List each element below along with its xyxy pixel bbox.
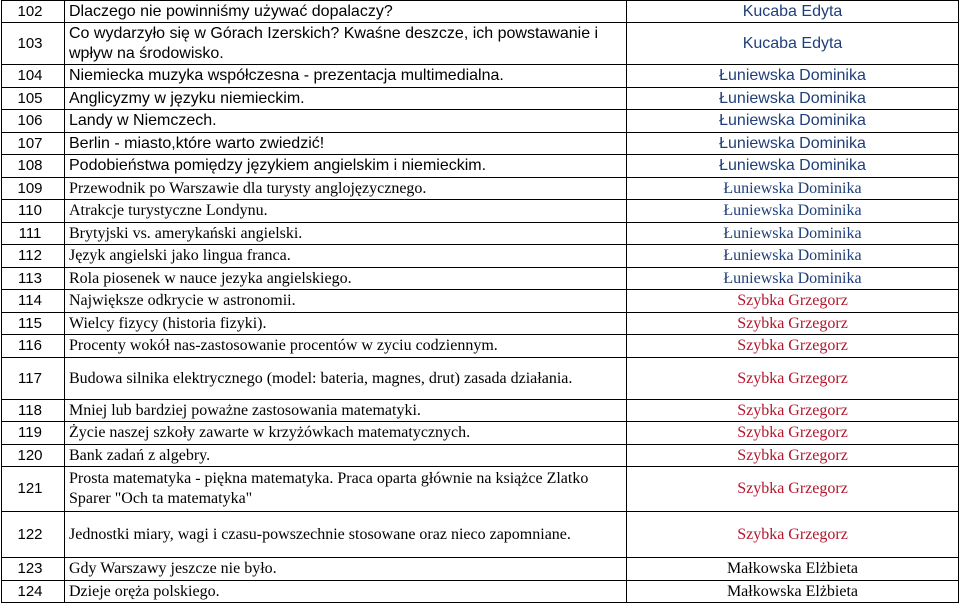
author-name: Kucaba Edyta xyxy=(627,1,959,23)
topic-title: Dlaczego nie powinniśmy używać dopalaczy? xyxy=(65,1,627,23)
table-row xyxy=(2,200,959,223)
topics-table xyxy=(1,0,959,603)
author-name: Szybka Grzegorz xyxy=(627,290,959,313)
author-name: Łuniewska Dominika xyxy=(627,178,959,200)
row-number: 119 xyxy=(2,422,65,445)
topic-title: Największe odkrycie w astronomii. xyxy=(65,290,627,313)
topic-title: Niemiecka muzyka współczesna - prezentacja multimedialna. xyxy=(65,65,627,88)
topic-title: Atrakcje turystyczne Londynu. xyxy=(65,200,627,223)
author-name: Łuniewska Dominika xyxy=(627,200,959,223)
author-name: Szybka Grzegorz xyxy=(627,445,959,467)
topic-title: Życie naszej szkoły zawarte w krzyżówkach matematycznych. xyxy=(65,422,627,445)
table-row xyxy=(2,155,959,178)
topic-title: Brytyjski vs. amerykański angielski. xyxy=(65,223,627,245)
topic-title: Mniej lub bardziej poważne zastosowania matematyki. xyxy=(65,400,627,422)
author-name: Łuniewska Dominika xyxy=(627,133,959,155)
row-number: 105 xyxy=(2,88,65,110)
row-number: 110 xyxy=(2,200,65,223)
row-number: 108 xyxy=(2,155,65,178)
table-row xyxy=(2,445,959,467)
row-number: 107 xyxy=(2,133,65,155)
author-name: Małkowska Elżbieta xyxy=(627,558,959,581)
topic-title: Jednostki miary, wagi i czasu-powszechnie stosowane oraz nieco zapomniane. xyxy=(65,512,627,558)
author-name: Szybka Grzegorz xyxy=(627,512,959,558)
topic-title: Procenty wokół nas-zastosowanie procentów w zyciu codziennym. xyxy=(65,335,627,358)
row-number: 124 xyxy=(2,581,65,603)
table-row xyxy=(2,65,959,88)
topic-title: Prosta matematyka - piękna matematyka. Praca oparta głównie na książce Zlatko Sparer "Och ta matematyka" xyxy=(65,467,627,512)
row-number: 117 xyxy=(2,358,65,400)
topic-title: Bank zadań z algebry. xyxy=(65,445,627,467)
row-number: 114 xyxy=(2,290,65,313)
row-number: 116 xyxy=(2,335,65,358)
table-row xyxy=(2,290,959,313)
table-row xyxy=(2,581,959,603)
row-number: 109 xyxy=(2,178,65,200)
topic-title: Wielcy fizycy (historia fizyki). xyxy=(65,313,627,335)
author-name: Szybka Grzegorz xyxy=(627,358,959,400)
table-row xyxy=(2,178,959,200)
topic-title: Co wydarzyło się w Górach Izerskich? Kwaśne deszcze, ich powstawanie i wpływ na środowisko. xyxy=(65,23,627,65)
author-name: Małkowska Elżbieta xyxy=(627,581,959,603)
row-number: 115 xyxy=(2,313,65,335)
row-number: 120 xyxy=(2,445,65,467)
table-row xyxy=(2,245,959,268)
topic-title: Landy w Niemczech. xyxy=(65,110,627,133)
table-row xyxy=(2,335,959,358)
topic-title: Berlin - miasto,które warto zwiedzić! xyxy=(65,133,627,155)
topic-title: Anglicyzmy w języku niemieckim. xyxy=(65,88,627,110)
row-number: 104 xyxy=(2,65,65,88)
author-name: Łuniewska Dominika xyxy=(627,245,959,268)
row-number: 106 xyxy=(2,110,65,133)
author-name: Łuniewska Dominika xyxy=(627,110,959,133)
table-row xyxy=(2,110,959,133)
table-row xyxy=(2,400,959,422)
author-name: Kucaba Edyta xyxy=(627,23,959,65)
topic-title: Dzieje oręża polskiego. xyxy=(65,581,627,603)
author-name: Szybka Grzegorz xyxy=(627,422,959,445)
topic-title: Gdy Warszawy jeszcze nie było. xyxy=(65,558,627,581)
author-name: Szybka Grzegorz xyxy=(627,400,959,422)
topic-title: Rola piosenek w nauce jezyka angielskiego. xyxy=(65,268,627,290)
table-row xyxy=(2,223,959,245)
author-name: Szybka Grzegorz xyxy=(627,467,959,512)
author-name: Łuniewska Dominika xyxy=(627,65,959,88)
table-row xyxy=(2,313,959,335)
row-number: 112 xyxy=(2,245,65,268)
author-name: Szybka Grzegorz xyxy=(627,335,959,358)
row-number: 103 xyxy=(2,23,65,65)
table-row xyxy=(2,268,959,290)
row-number: 118 xyxy=(2,400,65,422)
author-name: Łuniewska Dominika xyxy=(627,155,959,178)
table-row xyxy=(2,23,959,65)
row-number: 123 xyxy=(2,558,65,581)
table-row xyxy=(2,88,959,110)
author-name: Szybka Grzegorz xyxy=(627,313,959,335)
table-row xyxy=(2,558,959,581)
topic-title: Podobieństwa pomiędzy językiem angielskim i niemieckim. xyxy=(65,155,627,178)
author-name: Łuniewska Dominika xyxy=(627,268,959,290)
topic-title: Przewodnik po Warszawie dla turysty anglojęzycznego. xyxy=(65,178,627,200)
row-number: 102 xyxy=(2,1,65,23)
table-row xyxy=(2,358,959,400)
table-row xyxy=(2,422,959,445)
topic-title: Język angielski jako lingua franca. xyxy=(65,245,627,268)
row-number: 111 xyxy=(2,223,65,245)
topics-table-body xyxy=(2,1,959,603)
author-name: Łuniewska Dominika xyxy=(627,223,959,245)
table-row xyxy=(2,467,959,512)
row-number: 113 xyxy=(2,268,65,290)
table-row xyxy=(2,1,959,23)
row-number: 121 xyxy=(2,467,65,512)
table-row xyxy=(2,133,959,155)
topic-title: Budowa silnika elektrycznego (model: bateria, magnes, drut) zasada działania. xyxy=(65,358,627,400)
table-row xyxy=(2,512,959,558)
row-number: 122 xyxy=(2,512,65,558)
author-name: Łuniewska Dominika xyxy=(627,88,959,110)
